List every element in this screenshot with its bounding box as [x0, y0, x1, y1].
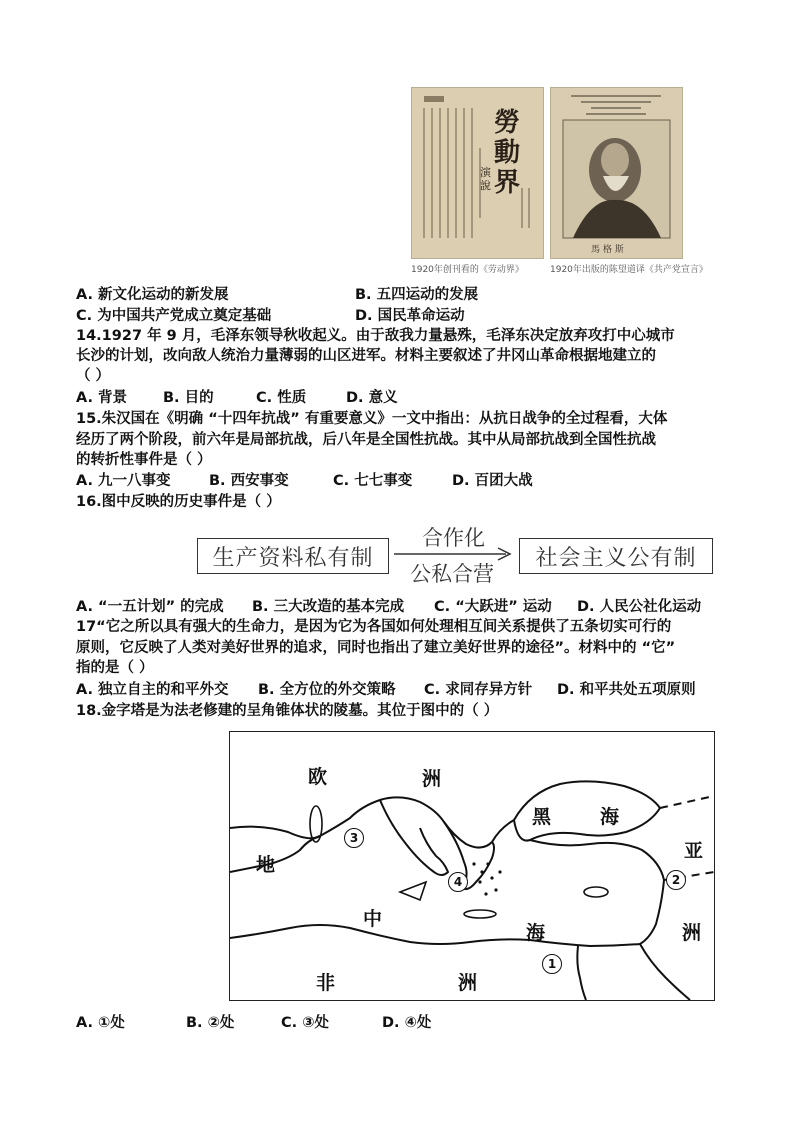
- mediterranean-map: [229, 731, 715, 1001]
- q15-stem-line3: 的转折性事件是（ ）: [76, 452, 212, 468]
- q18-option-c: C. ③处: [281, 1015, 329, 1031]
- q18-stem: 18.金字塔是为法老修建的呈角锥体状的陵墓。其位于图中的（ ）: [76, 703, 499, 719]
- manifesto-caption: 1920年出版的陈望道译《共产党宣言》: [550, 265, 708, 275]
- cooperation-label: 合作化: [422, 526, 485, 550]
- q15-stem-line1: 15.朱汉国在《明确 “十四年抗战” 有重要意义》一文中指出：从抗日战争的全过程看，大体: [76, 411, 668, 427]
- q15-option-b: B. 西安事变: [209, 473, 289, 489]
- q14-stem-line3: （ ）: [76, 368, 111, 384]
- map-label-africa-2: 洲: [458, 972, 478, 994]
- q16-option-d: D. 人民公社化运动: [577, 599, 702, 615]
- map-marker-4: 4: [448, 872, 468, 892]
- q15-option-a: A. 九一八事变: [76, 473, 171, 489]
- q18-option-b: B. ②处: [186, 1015, 235, 1031]
- q16-option-a: A. “一五计划” 的完成: [76, 599, 224, 615]
- socialist-ownership-box: 社会主义公有制: [519, 538, 713, 574]
- q17-option-c: C. 求同存异方针: [424, 682, 533, 698]
- q14-option-b: B. 目的: [163, 390, 214, 406]
- laodongjie-subtitle: 演說: [480, 166, 491, 192]
- map-label-mediterranean-1: 地: [256, 854, 276, 876]
- q13-option-d: D. 国民革命运动: [355, 308, 465, 324]
- map-label-mediterranean-2: 中: [363, 908, 383, 930]
- communist-manifesto-cover-image: [550, 87, 683, 259]
- map-label-europe-1: 欧: [308, 766, 328, 788]
- map-marker-3: 3: [344, 828, 364, 848]
- map-label-africa-1: 非: [316, 972, 336, 994]
- q17-option-a: A. 独立自主的和平外交: [76, 682, 229, 698]
- map-marker-1: 1: [542, 954, 562, 974]
- map-label-asia-2: 洲: [682, 922, 702, 944]
- q13-option-c: C. 为中国共产党成立奠定基础: [76, 308, 272, 324]
- q15-stem-line2: 经历了两个阶段，前六年是局部抗战，后八年是全国性抗战。其中从局部抗战到全国性抗战: [76, 432, 656, 448]
- q17-stem-line2: 原则，它反映了人类对美好世界的追求，同时也指出了建立美好世界的途径”。材料中的 “它”: [76, 640, 676, 656]
- q13-option-a: A. 新文化运动的新发展: [76, 287, 229, 303]
- map-label-asia-1: 亚: [684, 840, 704, 862]
- map-label-black-sea-2: 海: [600, 806, 620, 828]
- q15-option-c: C. 七七事变: [333, 473, 413, 489]
- q14-option-a: A. 背景: [76, 390, 128, 406]
- q18-option-d: D. ④处: [382, 1015, 432, 1031]
- q15-option-d: D. 百团大战: [452, 473, 533, 489]
- q17-option-d: D. 和平共处五项原则: [557, 682, 696, 698]
- laodongjie-title: 勞動界: [494, 108, 521, 198]
- q14-stem-line2: 长沙的计划，改向敌人统治力量薄弱的山区进军。材料主要叙述了井冈山革命根据地建立的: [76, 348, 656, 364]
- q13-option-b: B. 五四运动的发展: [355, 287, 479, 303]
- map-label-black-sea-1: 黑: [532, 806, 552, 828]
- private-ownership-box: 生产资料私有制: [197, 538, 389, 574]
- map-marker-2: 2: [666, 870, 686, 890]
- q16-option-b: B. 三大改造的基本完成: [252, 599, 405, 615]
- joint-state-private-label: 公私合营: [410, 562, 494, 586]
- laodongjie-cover-image: [411, 87, 544, 259]
- map-label-europe-2: 洲: [422, 768, 442, 790]
- q14-option-d: D. 意义: [346, 390, 398, 406]
- q17-stem-line3: 指的是（ ）: [76, 660, 154, 676]
- transformation-arrow: [394, 547, 516, 561]
- q16-option-c: C. “大跃进” 运动: [434, 599, 552, 615]
- manifesto-bottom-text: 馬 格 斯: [591, 245, 624, 255]
- q17-option-b: B. 全方位的外交策略: [258, 682, 396, 698]
- q14-stem-line1: 14.1927 年 9 月，毛泽东领导秋收起义。由于敌我力量悬殊，毛泽东决定放弃攻打中心城市: [76, 328, 675, 344]
- q18-option-a: A. ①处: [76, 1015, 125, 1031]
- laodongjie-caption: 1920年创刊看的《劳动界》: [411, 265, 524, 275]
- map-label-mediterranean-3: 海: [526, 922, 546, 944]
- q14-option-c: C. 性质: [256, 390, 307, 406]
- q16-stem: 16.图中反映的历史事件是（ ）: [76, 494, 281, 510]
- q17-stem-line1: 17“它之所以具有强大的生命力，是因为它为各国如何处理相互间关系提供了五条切实可行的: [76, 619, 672, 635]
